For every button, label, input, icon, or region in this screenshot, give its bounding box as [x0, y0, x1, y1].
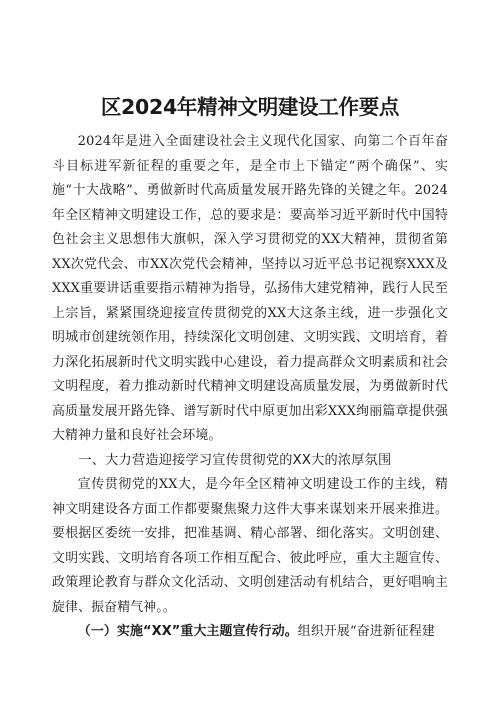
intro-paragraph: 2024年是进入全面建设社会主义现代化国家、向第二个百年奋斗目标进军新征程的重要之年，是全市上下锚定“两个确保”、实施“十大战略”、勇做新时代高质量发展开路先锋的关键之年。2024年全区精神文明建设工作，总的要求是：要高举习近平新时代中国特色社会主义思想伟大旗帜，深入学习贯彻党的XX大精神，贯彻省第XX次党代会、市XX次党代会精神，坚持以习近平总书记视察XXX及XXX重要讲话重要指示精神为指导，弘扬伟大建党精神，践行人民至上宗旨，紧紧围绕迎接宣传贯彻党的XX大这条主线，进一步强化文明城市创建统领作用，持续深化文明创建、文明实践、文明培育，着力深化拓展新时代文明实践中心建设，着力提高群众文明素质和社会文明程度，着力推动新时代精神文明建设高质量发展，为勇做新时代高质量发展开路先锋、谱写新时代中原更加出彩XXX绚丽篇章提供强大精神力量和良好社会环境。 [52, 134, 448, 443]
subsection-paragraph-1 [52, 620, 448, 645]
document-title: 区2024年精神文明建设工作要点 [100, 95, 400, 119]
subsection-heading-1: （一）实施“XX”重大主题宣传行动。 [77, 624, 298, 639]
section-paragraph-1: 宣传贯彻党的XX大，是今年全区精神文明建设工作的主线，精神文明建设各方面工作都要聚焦聚力这件大事来谋划来开展来推进。要根据区委统一安排，把准基调、精心部署、细化落实。文明创建、文明实践、文明培育各项工作相互配合、彼此呼应，重大主题宣传、政策理论教育与群众文化活动、文明创建活动有机结合，更好唱响主旋律、振奋精气神。。 [52, 477, 448, 615]
section-heading-1: 一、大力营造迎接学习宣传贯彻党的XX大的浓厚氛围 [78, 452, 392, 468]
subsection-text-1: 组织开展“奋进新征程建 [297, 624, 435, 639]
